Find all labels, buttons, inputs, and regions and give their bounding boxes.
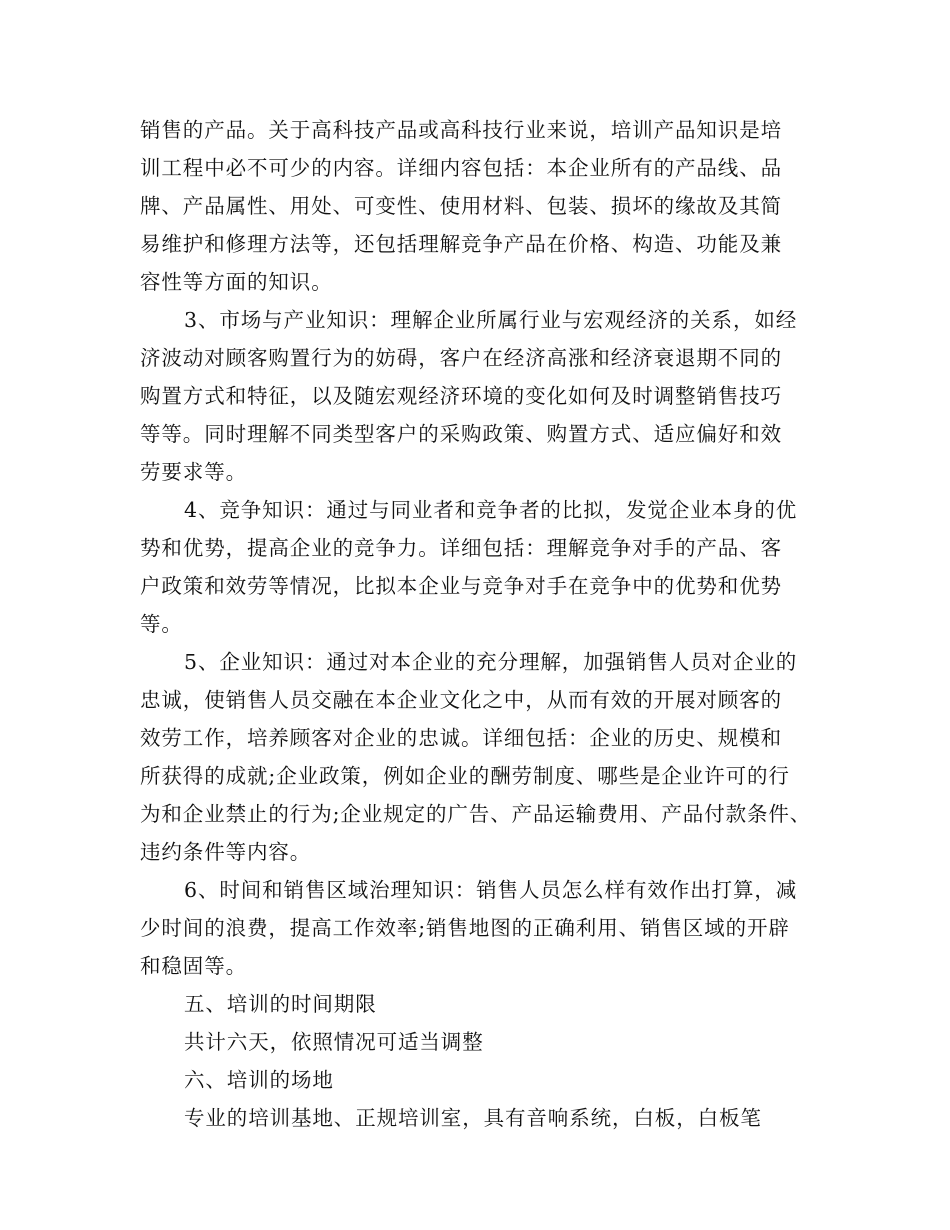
body-text-line: 为和企业禁止的行为;企业规定的广告、产品运输费用、产品付款条件、 [140,802,812,826]
training-venue-text: 专业的培训基地、正规培训室，具有音响系统，白板，白板笔 [184,1106,762,1130]
section-5-first-line: 5、企业知识：通过对本企业的充分理解，加强销售人员对企业的 [184,650,798,674]
body-text-line: 济波动对顾客购置行为的妨碍，客户在经济高涨和经济衰退期不同的 [140,346,782,370]
body-text-line: 势和优势，提高企业的竞争力。详细包括：理解竞争对手的产品、客 [140,536,782,560]
body-text-line: 和稳固等。 [140,954,247,978]
body-text-line: 牌、产品属性、用处、可变性、使用材料、包装、损坏的缘故及其简 [140,194,782,218]
body-text-line: 易维护和修理方法等，还包括理解竞争产品在价格、构造、功能及兼 [140,232,782,256]
body-text-line: 等。 [140,612,183,636]
section-3-first-line: 3、市场与产业知识：理解企业所属行业与宏观经济的关系，如经 [184,308,798,332]
heading-training-duration: 五、培训的时间期限 [184,992,377,1016]
body-text-line: 容性等方面的知识。 [140,270,333,294]
body-text-line: 训工程中必不可少的内容。详细内容包括：本企业所有的产品线、品 [140,156,782,180]
body-text-line: 销售的产品。关于高科技产品或高科技行业来说，培训产品知识是培 [140,118,782,142]
body-text-line: 违约条件等内容。 [140,840,312,864]
body-text-line: 户政策和效劳等情况，比拟本企业与竞争对手在竞争中的优势和优势 [140,574,782,598]
body-text-line: 购置方式和特征，以及随宏观经济环境的变化如何及时调整销售技巧 [140,384,782,408]
body-text-line: 劳要求等。 [140,460,247,484]
section-4-first-line: 4、竞争知识：通过与同业者和竞争者的比拟，发觉企业本身的优 [184,498,798,522]
body-text-line: 效劳工作，培养顾客对企业的忠诚。详细包括：企业的历史、规模和 [140,726,782,750]
heading-training-venue: 六、培训的场地 [184,1068,334,1092]
training-duration-text: 共计六天，依照情况可适当调整 [184,1030,484,1054]
section-6-first-line: 6、时间和销售区域治理知识：销售人员怎么样有效作出打算，减 [184,878,798,902]
body-text-line: 等等。同时理解不同类型客户的采购政策、购置方式、适应偏好和效 [140,422,782,446]
body-text-line: 少时间的浪费，提高工作效率;销售地图的正确利用、销售区域的开辟 [140,916,790,940]
body-text-line: 所获得的成就;企业政策，例如企业的酬劳制度、哪些是企业许可的行 [140,764,790,788]
body-text-line: 忠诚，使销售人员交融在本企业文化之中，从而有效的开展对顾客的 [140,688,782,712]
